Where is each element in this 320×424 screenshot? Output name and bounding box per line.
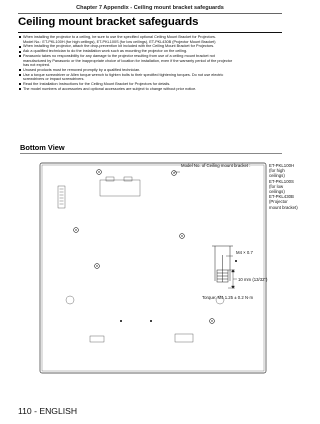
model-number: ET-PKL100S (for low ceilings) <box>269 178 294 195</box>
screw-depth-label: 10 mm (13/32") <box>238 277 268 282</box>
note-line: manufactured by Panasonic or the inappropriate choice of location for installation, even if the warranty period of the projector <box>23 58 233 63</box>
note-line: The model numbers of accessories and optional accessories are subject to change without prior notice. <box>23 86 197 91</box>
note-line: Use a torque screwdriver or Allen torque wrench to tighten bolts to their specified tightening torques. Do not use electric <box>23 72 224 77</box>
section-title: Bottom View <box>20 143 65 152</box>
page-footer: 110 - ENGLISH <box>18 406 78 416</box>
note-line: Panasonic takes no responsibility for any damage to the projector resulting from use of a ceiling mount bracket not <box>23 53 215 58</box>
torque-label: Torque: M4 1.25 ± 0.2 N·m <box>202 295 254 300</box>
screw-detail <box>212 246 233 282</box>
note-line: Ask a qualified technician to do the installation work such as mounting the projector on the ceiling. <box>23 49 188 54</box>
note-line: has not expired. <box>23 63 51 68</box>
page-title: Ceiling mount bracket safeguards <box>18 16 199 28</box>
vent-grille <box>58 186 65 208</box>
model-number: ET-PKL430B (Projector mount bracket) <box>269 194 298 210</box>
model-number: ET-PKL100H (for high ceilings) <box>269 163 295 179</box>
chapter-header: Chapter 7 Appendix - Ceiling mount bracket safeguards <box>76 5 224 11</box>
note-line: When installing the projector, attach the drop-prevention kit included with the Ceiling Mount Bracket for Projectors. <box>23 44 215 49</box>
lens-module <box>100 177 140 196</box>
note-line: Read the Installation Instructions for the Ceiling Mount Bracket for Projectors for details. <box>23 82 171 87</box>
note-line: When installing the projector to a ceiling, be sure to use the specified optional Ceiling Mount Bracket for Projectors. <box>23 35 216 39</box>
note-line: Unused products must be removed promptly by a qualified technician. <box>23 67 141 72</box>
note-line: screwdrivers or impact screwdrivers. <box>23 77 85 82</box>
screw-size-label: M4 × 0.7 <box>236 250 253 255</box>
note-line: Model No.: ET-PKL100H (for high ceilings), ET-PKL100S (for low ceilings), ET-PKL430B (Projector Mount Bracket) <box>23 39 216 44</box>
model-number-label: Model No. of Ceiling mount bracket : <box>181 163 251 168</box>
feet <box>66 296 224 342</box>
small-markers <box>120 260 237 322</box>
